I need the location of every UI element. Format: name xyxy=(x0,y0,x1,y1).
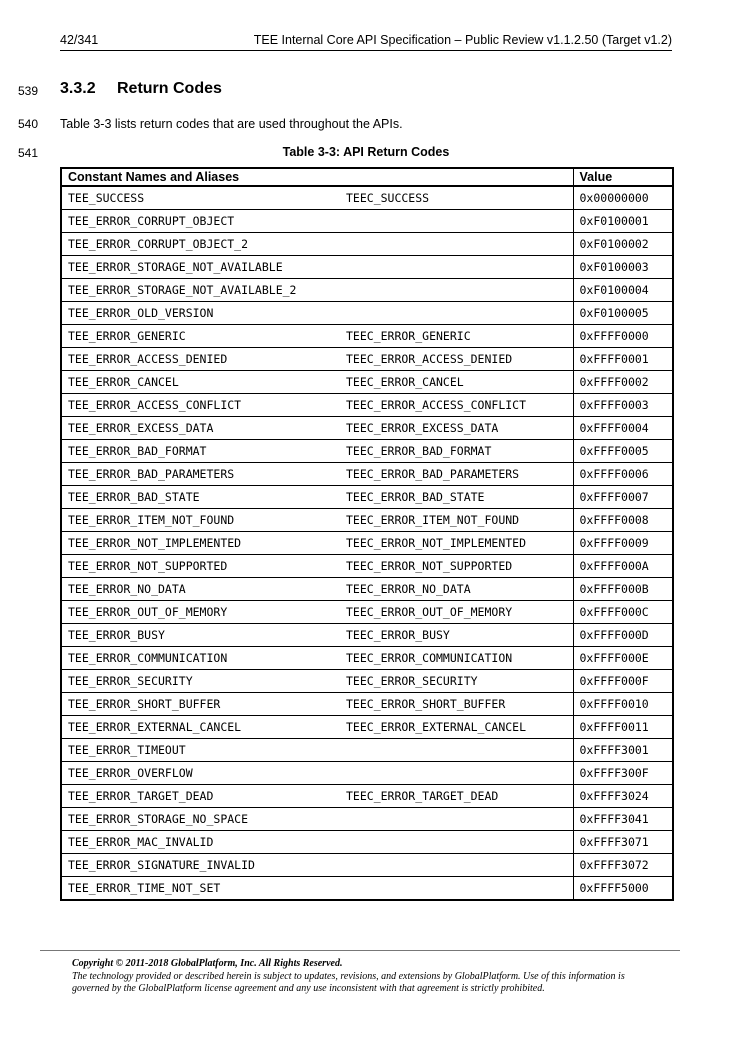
alias-cell xyxy=(340,808,573,831)
value-cell: 0xFFFF3001 xyxy=(573,739,673,762)
table-row xyxy=(61,417,673,440)
value-cell: 0xFFFF300F xyxy=(573,762,673,785)
alias-cell: TEEC_ERROR_OUT_OF_MEMORY xyxy=(340,601,573,624)
table-row xyxy=(61,762,673,785)
table-header-row xyxy=(61,168,673,186)
constant-name-cell: TEE_ERROR_TIMEOUT xyxy=(61,739,340,762)
table-row xyxy=(61,739,673,762)
table-row xyxy=(61,808,673,831)
alias-cell xyxy=(340,762,573,785)
constant-name-cell: TEE_ERROR_CANCEL xyxy=(61,371,340,394)
value-cell: 0xFFFF000C xyxy=(573,601,673,624)
value-cell: 0xF0100005 xyxy=(573,302,673,325)
table-row xyxy=(61,394,673,417)
table-row xyxy=(61,256,673,279)
constant-name-cell: TEE_ERROR_BAD_STATE xyxy=(61,486,340,509)
value-cell: 0xFFFF0006 xyxy=(573,463,673,486)
alias-cell: TEEC_ERROR_ITEM_NOT_FOUND xyxy=(340,509,573,532)
table-body xyxy=(61,186,673,900)
value-cell: 0xFFFF000D xyxy=(573,624,673,647)
table-row xyxy=(61,693,673,716)
constant-name-cell: TEE_ERROR_BAD_FORMAT xyxy=(61,440,340,463)
table-row xyxy=(61,509,673,532)
table-row xyxy=(61,210,673,233)
table-row xyxy=(61,186,673,210)
header-constant-names: Constant Names and Aliases xyxy=(61,168,573,186)
value-cell: 0xFFFF000A xyxy=(573,555,673,578)
table-row xyxy=(61,532,673,555)
constant-name-cell: TEE_ERROR_TIME_NOT_SET xyxy=(61,877,340,901)
constant-name-cell: TEE_ERROR_BUSY xyxy=(61,624,340,647)
value-cell: 0xF0100002 xyxy=(573,233,673,256)
alias-cell xyxy=(340,210,573,233)
constant-name-cell: TEE_ERROR_NOT_SUPPORTED xyxy=(61,555,340,578)
constant-name-cell: TEE_ERROR_NO_DATA xyxy=(61,578,340,601)
alias-cell: TEEC_ERROR_ACCESS_DENIED xyxy=(340,348,573,371)
document-title: TEE Internal Core API Specification – Public Review v1.1.2.50 (Target v1.2) xyxy=(253,33,672,47)
value-cell: 0xFFFF3072 xyxy=(573,854,673,877)
value-cell: 0xFFFF000F xyxy=(573,670,673,693)
alias-cell xyxy=(340,854,573,877)
alias-cell: TEEC_ERROR_BAD_FORMAT xyxy=(340,440,573,463)
alias-cell xyxy=(340,739,573,762)
alias-cell: TEEC_ERROR_COMMUNICATION xyxy=(340,647,573,670)
alias-cell: TEEC_ERROR_TARGET_DEAD xyxy=(340,785,573,808)
constant-name-cell: TEE_ERROR_MAC_INVALID xyxy=(61,831,340,854)
alias-cell xyxy=(340,831,573,854)
constant-name-cell: TEE_ERROR_CORRUPT_OBJECT xyxy=(61,210,340,233)
constant-name-cell: TEE_ERROR_TARGET_DEAD xyxy=(61,785,340,808)
table-row xyxy=(61,279,673,302)
table-row xyxy=(61,555,673,578)
table-row xyxy=(61,831,673,854)
value-cell: 0xF0100004 xyxy=(573,279,673,302)
constant-name-cell: TEE_ERROR_CORRUPT_OBJECT_2 xyxy=(61,233,340,256)
constant-name-cell: TEE_ERROR_SHORT_BUFFER xyxy=(61,693,340,716)
legal-disclaimer: The technology provided or described herein is subject to updates, revisions, and extensions by GlobalPlatform. Use of this information is governed by the GlobalPlatform license agreement and any use inconsistent with that agreement is strictly prohibited. xyxy=(72,971,625,994)
alias-cell xyxy=(340,877,573,901)
table-row xyxy=(61,578,673,601)
value-cell: 0xFFFF3024 xyxy=(573,785,673,808)
return-codes-table xyxy=(60,167,674,901)
alias-cell: TEEC_ERROR_ACCESS_CONFLICT xyxy=(340,394,573,417)
table-row xyxy=(61,647,673,670)
value-cell: 0xFFFF3071 xyxy=(573,831,673,854)
value-cell: 0xFFFF0002 xyxy=(573,371,673,394)
alias-cell: TEEC_ERROR_NOT_SUPPORTED xyxy=(340,555,573,578)
value-cell: 0xFFFF000B xyxy=(573,578,673,601)
table-row xyxy=(61,486,673,509)
table-row xyxy=(61,302,673,325)
constant-name-cell: TEE_ERROR_EXCESS_DATA xyxy=(61,417,340,440)
table-row xyxy=(61,601,673,624)
alias-cell: TEEC_ERROR_BUSY xyxy=(340,624,573,647)
table-row xyxy=(61,854,673,877)
constant-name-cell: TEE_ERROR_OUT_OF_MEMORY xyxy=(61,601,340,624)
value-cell: 0xF0100001 xyxy=(573,210,673,233)
constant-name-cell: TEE_ERROR_STORAGE_NOT_AVAILABLE_2 xyxy=(61,279,340,302)
alias-cell: TEEC_ERROR_SHORT_BUFFER xyxy=(340,693,573,716)
alias-cell xyxy=(340,279,573,302)
value-cell: 0x00000000 xyxy=(573,186,673,210)
alias-cell xyxy=(340,302,573,325)
value-cell: 0xFFFF0000 xyxy=(573,325,673,348)
value-cell: 0xFFFF3041 xyxy=(573,808,673,831)
table-row xyxy=(61,670,673,693)
table-row xyxy=(61,877,673,901)
header-value: Value xyxy=(573,168,673,186)
copyright-notice: Copyright © 2011-2018 GlobalPlatform, Inc. All Rights Reserved. xyxy=(72,958,343,969)
value-cell: 0xFFFF0010 xyxy=(573,693,673,716)
table-row xyxy=(61,624,673,647)
table-row xyxy=(61,325,673,348)
constant-name-cell: TEE_ERROR_ACCESS_CONFLICT xyxy=(61,394,340,417)
table-row xyxy=(61,463,673,486)
table-row xyxy=(61,371,673,394)
constant-name-cell: TEE_ERROR_STORAGE_NO_SPACE xyxy=(61,808,340,831)
value-cell: 0xFFFF0011 xyxy=(573,716,673,739)
constant-name-cell: TEE_ERROR_BAD_PARAMETERS xyxy=(61,463,340,486)
value-cell: 0xFFFF5000 xyxy=(573,877,673,901)
constant-name-cell: TEE_ERROR_COMMUNICATION xyxy=(61,647,340,670)
value-cell: 0xFFFF0007 xyxy=(573,486,673,509)
value-cell: 0xFFFF0004 xyxy=(573,417,673,440)
section-number: 3.3.2 xyxy=(60,80,96,97)
intro-paragraph: Table 3-3 lists return codes that are used throughout the APIs. xyxy=(60,117,403,131)
alias-cell: TEEC_ERROR_BAD_STATE xyxy=(340,486,573,509)
alias-cell: TEEC_ERROR_GENERIC xyxy=(340,325,573,348)
constant-name-cell: TEE_ERROR_SIGNATURE_INVALID xyxy=(61,854,340,877)
line-number-540: 540 xyxy=(18,117,39,131)
constant-name-cell: TEE_ERROR_OLD_VERSION xyxy=(61,302,340,325)
value-cell: 0xF0100003 xyxy=(573,256,673,279)
table-row xyxy=(61,348,673,371)
alias-cell: TEEC_ERROR_CANCEL xyxy=(340,371,573,394)
constant-name-cell: TEE_ERROR_ACCESS_DENIED xyxy=(61,348,340,371)
value-cell: 0xFFFF000E xyxy=(573,647,673,670)
line-number-541: 541 xyxy=(18,146,39,160)
constant-name-cell: TEE_ERROR_OVERFLOW xyxy=(61,762,340,785)
alias-cell: TEEC_ERROR_SECURITY xyxy=(340,670,573,693)
constant-name-cell: TEE_ERROR_EXTERNAL_CANCEL xyxy=(61,716,340,739)
table-row xyxy=(61,440,673,463)
table-caption: Table 3-3: API Return Codes xyxy=(282,145,450,159)
constant-name-cell: TEE_SUCCESS xyxy=(61,186,340,210)
table-row xyxy=(61,785,673,808)
page-number: 42/341 xyxy=(60,33,99,47)
alias-cell: TEEC_SUCCESS xyxy=(340,186,573,210)
page-header xyxy=(60,32,672,51)
constant-name-cell: TEE_ERROR_GENERIC xyxy=(61,325,340,348)
alias-cell: TEEC_ERROR_BAD_PARAMETERS xyxy=(340,463,573,486)
line-number-539: 539 xyxy=(18,84,39,98)
alias-cell: TEEC_ERROR_NO_DATA xyxy=(340,578,573,601)
alias-cell xyxy=(340,233,573,256)
alias-cell: TEEC_ERROR_EXTERNAL_CANCEL xyxy=(340,716,573,739)
alias-cell xyxy=(340,256,573,279)
table-row xyxy=(61,233,673,256)
constant-name-cell: TEE_ERROR_NOT_IMPLEMENTED xyxy=(61,532,340,555)
section-heading xyxy=(60,80,222,98)
footer-divider xyxy=(40,950,680,951)
value-cell: 0xFFFF0001 xyxy=(573,348,673,371)
constant-name-cell: TEE_ERROR_ITEM_NOT_FOUND xyxy=(61,509,340,532)
alias-cell: TEEC_ERROR_NOT_IMPLEMENTED xyxy=(340,532,573,555)
value-cell: 0xFFFF0009 xyxy=(573,532,673,555)
value-cell: 0xFFFF0008 xyxy=(573,509,673,532)
section-title: Return Codes xyxy=(117,80,222,97)
alias-cell: TEEC_ERROR_EXCESS_DATA xyxy=(340,417,573,440)
constant-name-cell: TEE_ERROR_STORAGE_NOT_AVAILABLE xyxy=(61,256,340,279)
value-cell: 0xFFFF0003 xyxy=(573,394,673,417)
table-row xyxy=(61,716,673,739)
constant-name-cell: TEE_ERROR_SECURITY xyxy=(61,670,340,693)
value-cell: 0xFFFF0005 xyxy=(573,440,673,463)
